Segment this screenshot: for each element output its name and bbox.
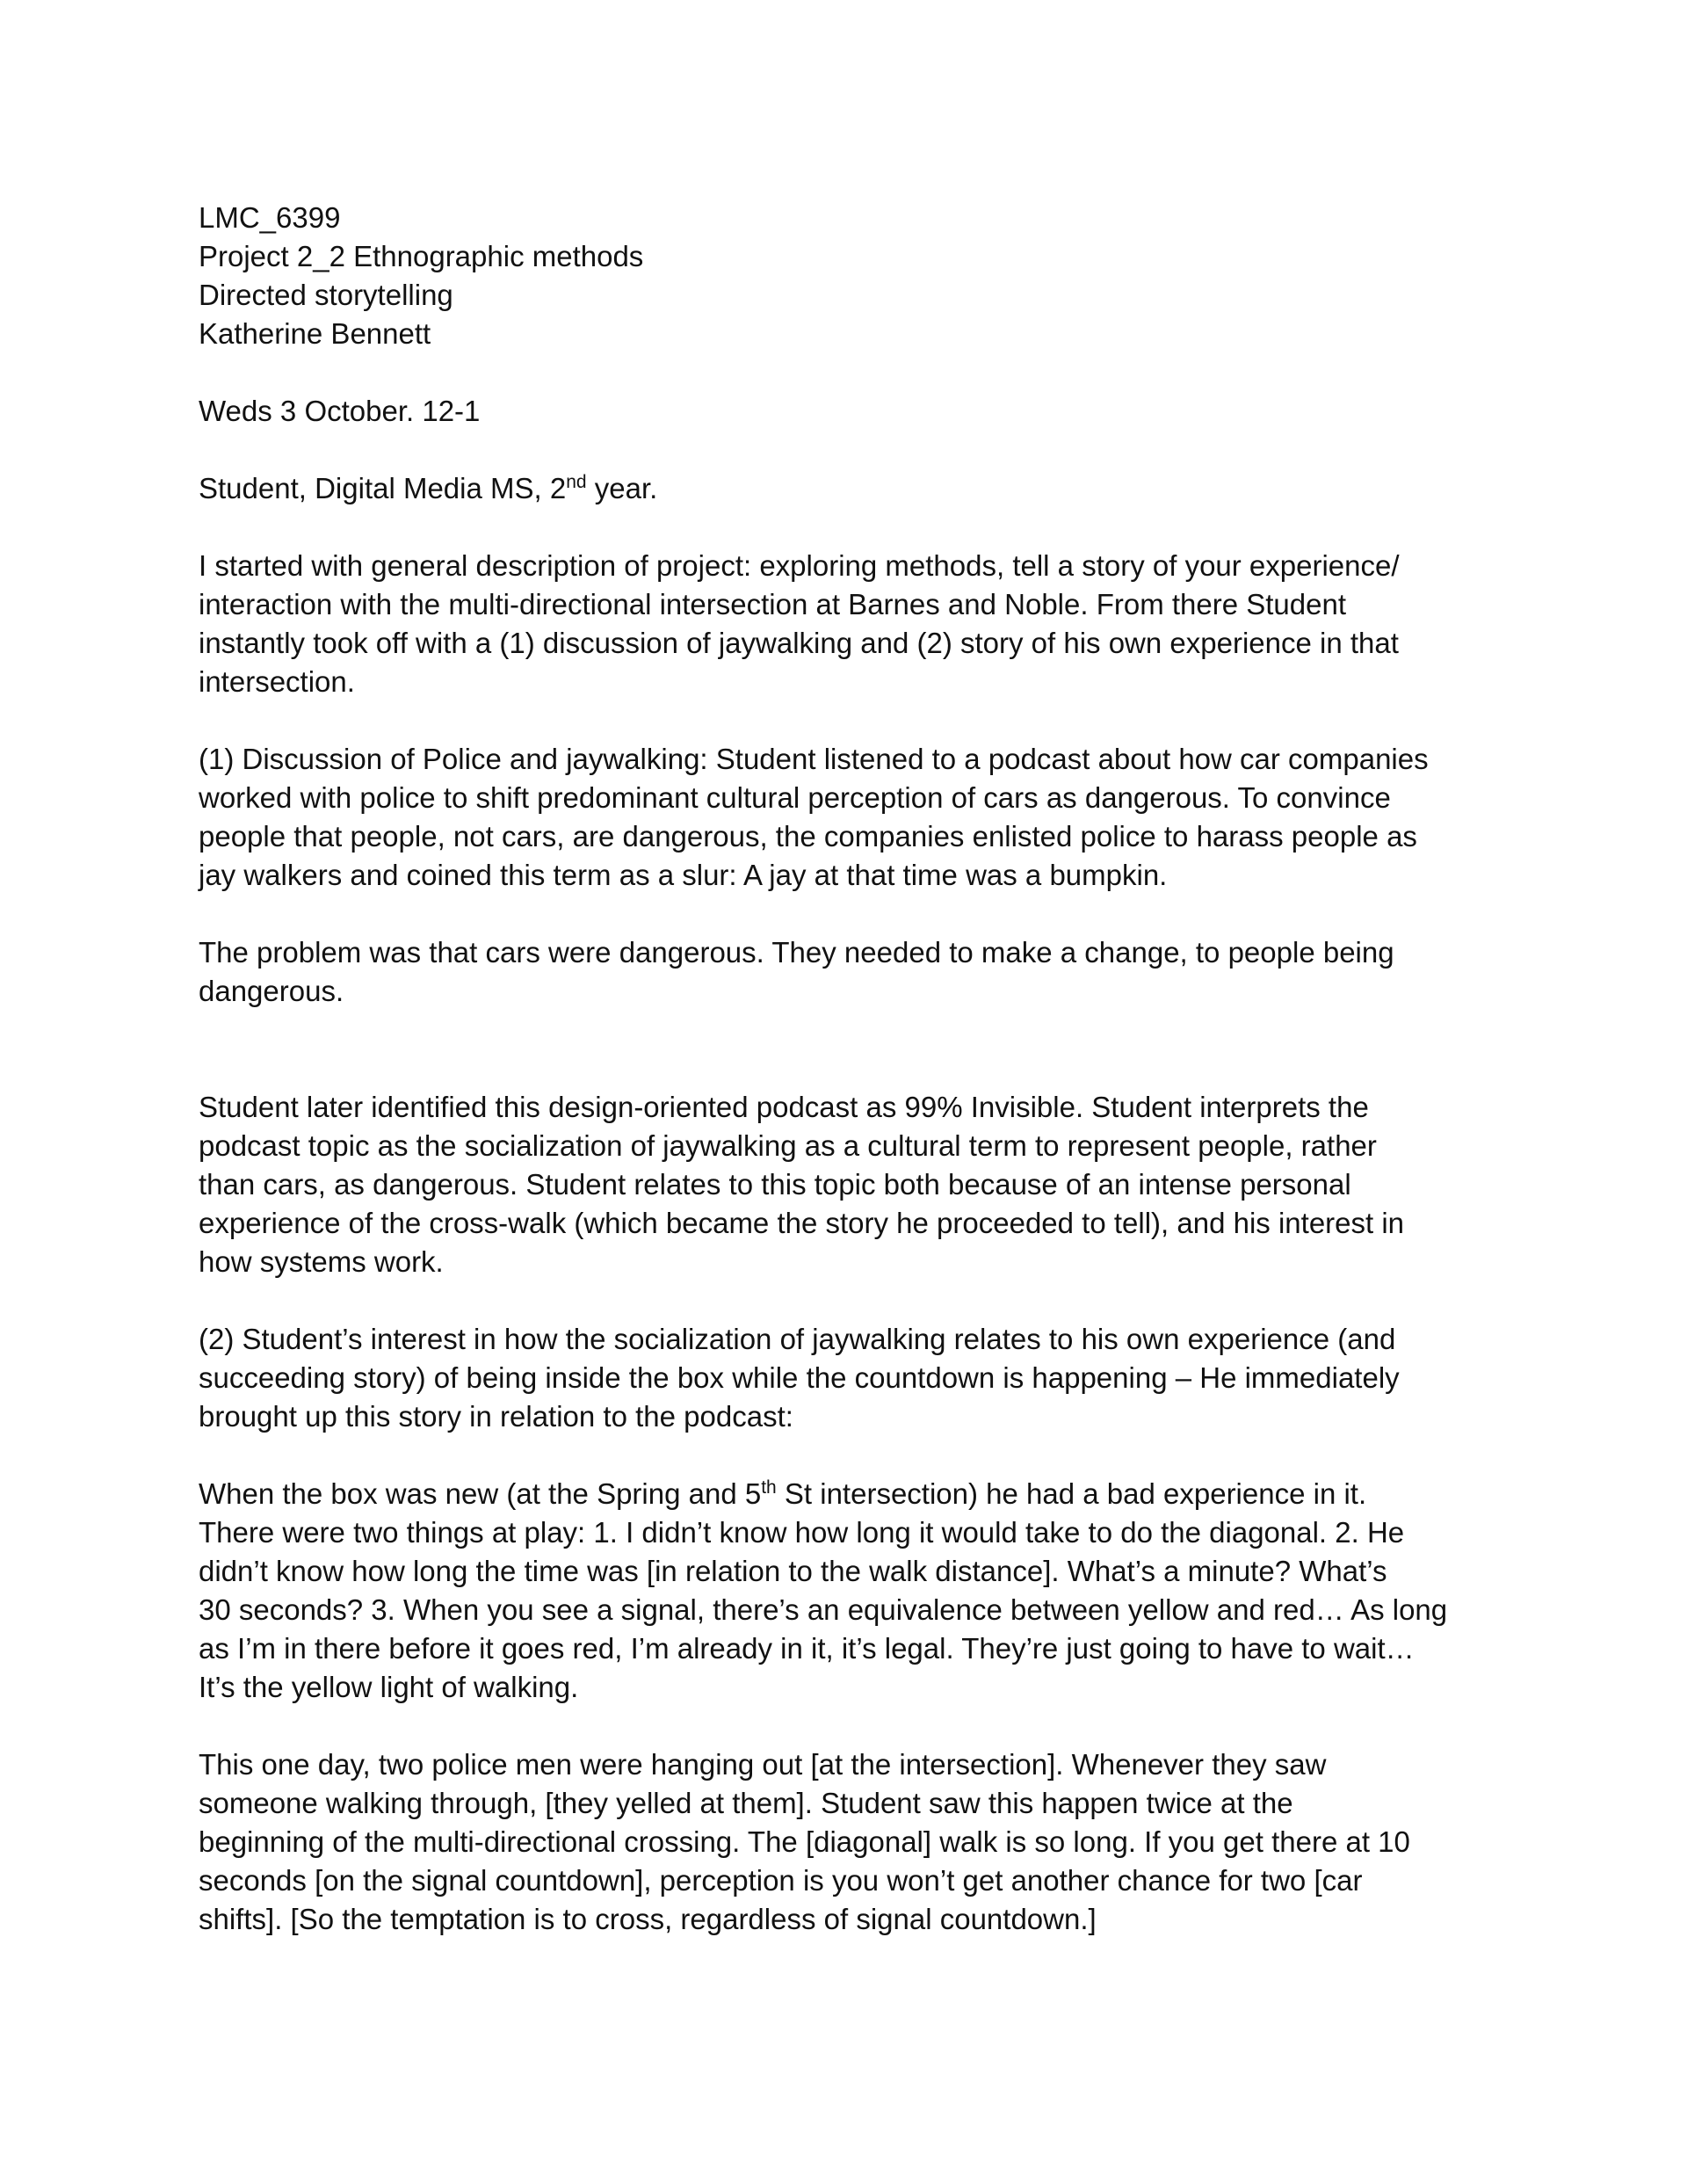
paragraph-line: experience of the cross-walk (which became the story he proceeded to tell), and his interest in [199,1207,1405,1239]
paragraph-line: (2) Student’s interest in how the socialization of jaywalking relates to his own experience (and [199,1323,1396,1355]
paragraph-line: interaction with the multi-directional intersection at Barnes and Noble. From there Student [199,588,1346,620]
box-story-prefix: When the box was new (at the Spring and 5 [199,1477,762,1510]
paragraph-line: jay walkers and coined this term as a slur: A jay at that time was a bumpkin. [199,859,1168,891]
session-date [199,392,1490,431]
paragraph-line: I started with general description of project: exploring methods, tell a story of your experience/ [199,549,1400,582]
paragraph-line: There were two things at play: 1. I didn’t know how long it would take to do the diagonal. 2. He [199,1516,1405,1549]
paragraph-line: intersection. [199,665,355,698]
paragraph-line: dangerous. [199,975,344,1007]
participant-prefix: Student, Digital Media MS, 2 [199,472,567,504]
course-code: LMC_6399 [199,201,341,234]
paragraph-box-story [199,1475,1490,1707]
paragraph-intro [199,547,1490,701]
paragraph-line: brought up this story in relation to the podcast: [199,1400,793,1433]
paragraph-podcast [199,1088,1490,1281]
paragraph-line: podcast topic as the socialization of jaywalking as a cultural term to represent people, rather [199,1129,1377,1162]
paragraph-line: beginning of the multi-directional crossing. The [diagonal] walk is so long. If you get there at 10 [199,1825,1410,1858]
paragraph-line: succeeding story) of being inside the box while the countdown is happening – He immediately [199,1361,1400,1394]
project-title: Project 2_2 Ethnographic methods [199,240,644,272]
paragraph-line: (1) Discussion of Police and jaywalking: Student listened to a podcast about how car companies [199,743,1429,775]
participant-line [199,469,1490,508]
paragraph-line: people that people, not cars, are dangerous, the companies enlisted police to harass people as [199,820,1417,853]
method-name: Directed storytelling [199,279,453,311]
box-story-suffix: St intersection) he had a bad experience in it. [776,1477,1367,1510]
session-date-text: Weds 3 October. 12-1 [199,395,481,427]
paragraph-line [199,1475,1490,1513]
participant-info [199,469,1490,508]
paragraph-line: how systems work. [199,1245,444,1278]
participant-suffix: year. [586,472,658,504]
paragraph-line: than cars, as dangerous. Student relates to this topic both because of an intense personal [199,1168,1351,1201]
document-body [199,199,1490,1977]
box-story-ordinal: th [761,1477,777,1498]
paragraph-line: instantly took off with a (1) discussion of jaywalking and (2) story of his own experience in that [199,627,1399,659]
paragraph-interest [199,1320,1490,1436]
paragraph-line: seconds [on the signal countdown], perception is you won’t get another chance for two [car [199,1864,1363,1897]
author-name: Katherine Bennett [199,317,431,350]
paragraph-line: This one day, two police men were hanging out [at the intersection]. Whenever they saw [199,1748,1327,1781]
document-header [199,199,1490,353]
paragraph-line: It’s the yellow light of walking. [199,1671,579,1703]
paragraph-line: The problem was that cars were dangerous. They needed to make a change, to people being [199,936,1394,969]
paragraph-line: didn’t know how long the time was [in relation to the walk distance]. What’s a minute? What’s [199,1555,1387,1587]
paragraph-line: as I’m in there before it goes red, I’m already in it, it’s legal. They’re just going to have to wait… [199,1632,1415,1665]
paragraph-line: Student later identified this design-oriented podcast as 99% Invisible. Student interprets the [199,1091,1369,1123]
paragraph-problem [199,933,1490,1011]
paragraph-line: someone walking through, [they yelled at them]. Student saw this happen twice at the [199,1787,1293,1819]
paragraph-police-story [199,1745,1490,1939]
paragraph-discussion [199,740,1490,895]
paragraph-line: worked with police to shift predominant cultural perception of cars as dangerous. To convince [199,781,1391,814]
paragraph-line: 30 seconds? 3. When you see a signal, there’s an equivalence between yellow and red… As long [199,1593,1448,1626]
participant-ordinal: nd [566,472,587,492]
paragraph-line: shifts]. [So the temptation is to cross, regardless of signal countdown.] [199,1903,1097,1935]
